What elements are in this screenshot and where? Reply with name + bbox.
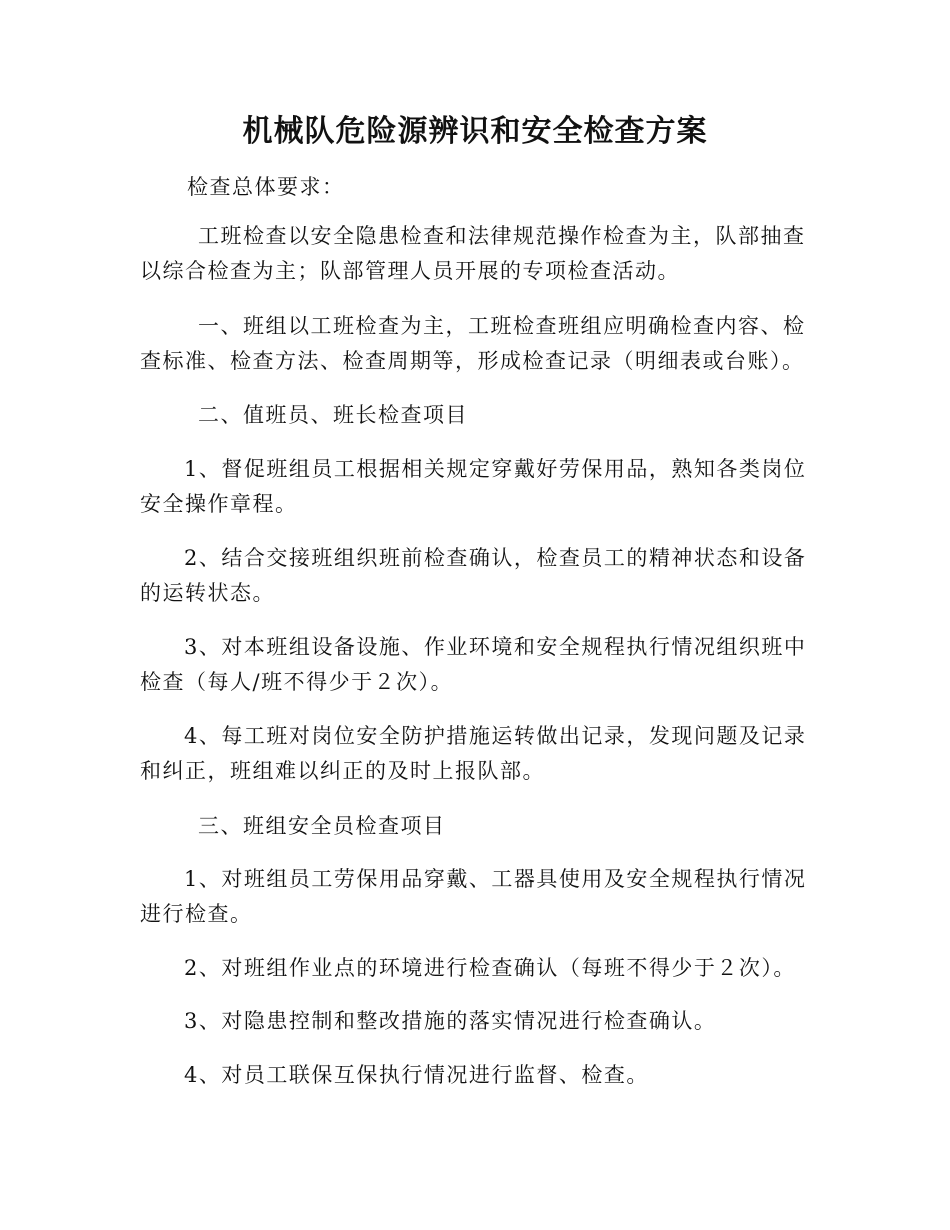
paragraph-section-3-item-4: 4、对员工联保互保执行情况进行监督、检查。 xyxy=(184,1063,649,1087)
paragraph-overview: 工班检查以安全隐患检查和法律规范操作检查为主，队部抽查以综合检查为主；队部管理人员开展的专项检查活动。 xyxy=(140,224,806,283)
document-title: 机械队危险源辨识和安全检查方案 xyxy=(242,114,708,149)
paragraph-section-2-item-4: 4、每工班对岗位安全防护措施运转做出记录，发现问题及记录和纠正，班组难以纠正的及时上报队部。 xyxy=(140,724,807,783)
paragraph-section-3-item-1: 1、对班组员工劳保用品穿戴、工器具使用及安全规程执行情况进行检查。 xyxy=(140,867,807,926)
paragraph-section-2-item-2: 2、结合交接班组织班前检查确认，检查员工的精神状态和设备的运转状态。 xyxy=(140,546,807,605)
paragraph-section-3-item-3: 3、对隐患控制和整改措施的落实情况进行检查确认。 xyxy=(184,1009,717,1033)
paragraph-section-2-item-1: 1、督促班组员工根据相关规定穿戴好劳保用品，熟知各类岗位安全操作章程。 xyxy=(140,457,807,516)
paragraph-general-requirements: 检查总体要求： xyxy=(187,175,345,199)
paragraph-section-1: 一、班组以工班检查为主，工班检查班组应明确检查内容、检查标准、检查方法、检查周期等，形成检查记录（明细表或台账）。 xyxy=(140,314,806,373)
paragraph-section-2-item-3: 3、对本班组设备设施、作业环境和安全规程执行情况组织班中检查（每人/班不得少于２次）。 xyxy=(140,635,807,694)
paragraph-section-3-item-2: 2、对班组作业点的环境进行检查确认（每班不得少于２次）。 xyxy=(184,956,796,980)
paragraph-section-3-heading: 三、班组安全员检查项目 xyxy=(198,814,446,838)
paragraph-section-2-heading: 二、值班员、班长检查项目 xyxy=(198,403,468,427)
